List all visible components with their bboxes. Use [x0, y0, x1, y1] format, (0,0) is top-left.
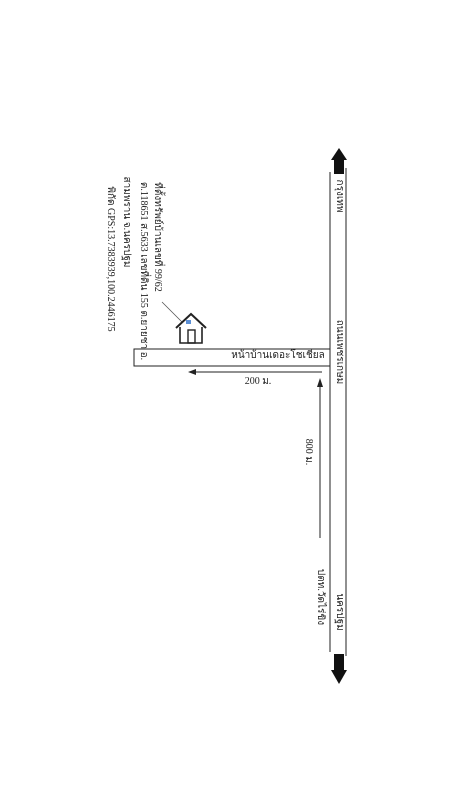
address-line-4: พิกัด GPS:13.7383939,100.2446175 [105, 186, 116, 332]
address-line-2: ต.118651 ส.5633 เลขที่ดิน 155 ต.ยายชา อ. [138, 181, 149, 361]
address-line-3: สามพราน จ.นครปฐม [121, 176, 132, 268]
uturn-label: ปตท.วัดไร่ขิง [315, 568, 326, 626]
side-road-label: หน้าบ้านเดอะโชเชียล [231, 350, 325, 361]
road-name-label: ถนนเพชรเกษม [334, 319, 345, 385]
address-leader-line [162, 302, 182, 322]
arrow-up-icon [331, 148, 347, 174]
house-icon [176, 314, 206, 343]
north-end-label: กรุงเทพ [334, 179, 345, 213]
main-distance-arrow [317, 378, 323, 538]
arrow-down-icon [331, 654, 347, 684]
address-line-1: ที่ตั้งทรัพย์บ้านเลขที่ 99/62 [152, 182, 163, 292]
side-distance-arrow [188, 369, 322, 375]
south-end-label: นครปฐม [334, 593, 345, 631]
side-distance-label: 200 ม. [244, 376, 272, 387]
main-distance-label: 800 ม. [303, 438, 314, 466]
